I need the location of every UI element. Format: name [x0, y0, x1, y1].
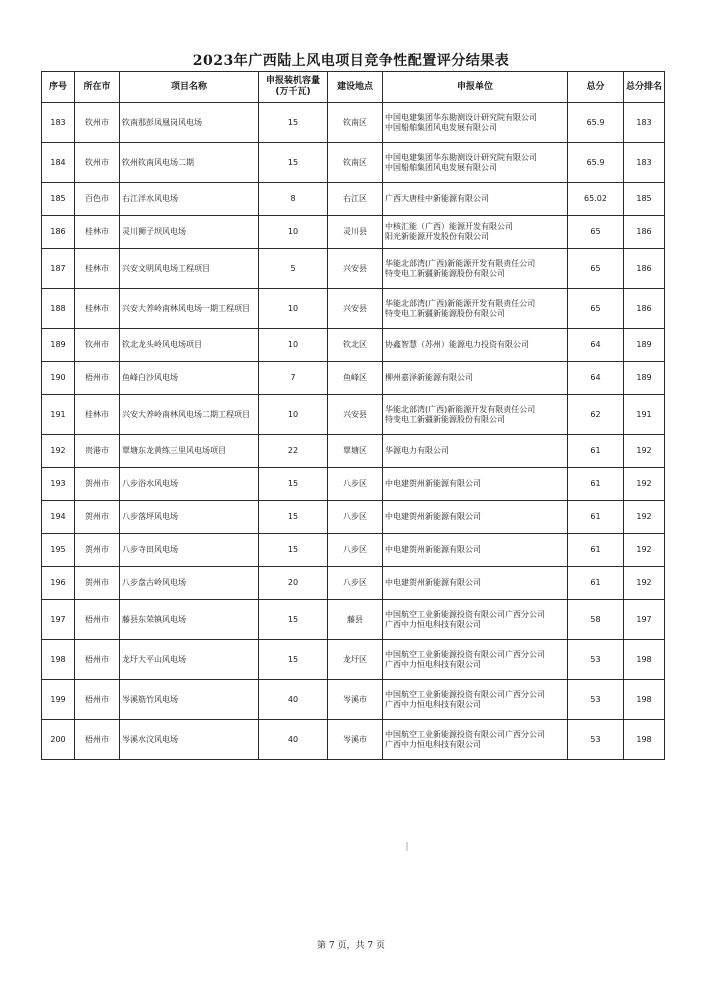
cell-location: 岑溪市 [328, 680, 383, 720]
unit-line: 中国航空工业新能源投资有限公司广西分公司 [385, 689, 545, 699]
header-score: 总分 [568, 72, 624, 103]
cell-location: 覃塘区 [328, 435, 383, 468]
cell-rank: 185 [624, 183, 665, 216]
cell-city: 梧州市 [75, 640, 120, 680]
cell-unit [383, 143, 568, 183]
cell-city: 贺州市 [75, 534, 120, 567]
cell-rank: 198 [624, 680, 665, 720]
cell-score: 61 [568, 501, 624, 534]
cell-project: 岑溪筋竹风电场 [120, 680, 259, 720]
unit-line: 中电建贺州新能源有限公司 [385, 512, 481, 521]
cell-capacity: 8 [259, 183, 328, 216]
cell-location: 钦南区 [328, 143, 383, 183]
unit-line: 中电建贺州新能源有限公司 [385, 545, 481, 554]
cell-unit [383, 183, 568, 216]
cell-unit [383, 362, 568, 395]
cell-project: 兴安文明风电场工程项目 [120, 249, 259, 289]
table-row [42, 362, 665, 395]
page-footer: 第 7 页，共 7 页 [317, 941, 385, 951]
cell-city: 桂林市 [75, 289, 120, 329]
cell-unit [383, 103, 568, 143]
unit-line: 中国电建集团华东勘测设计研究院有限公司 [385, 152, 537, 162]
cell-rank: 183 [624, 143, 665, 183]
header-location: 建设地点 [328, 72, 383, 103]
cell-capacity: 22 [259, 435, 328, 468]
unit-line: 中电建贺州新能源有限公司 [385, 479, 481, 488]
table-row [42, 720, 665, 760]
table-row [42, 600, 665, 640]
cell-rank: 192 [624, 435, 665, 468]
unit-line: 协鑫智慧（苏州）能源电力投资有限公司 [385, 340, 529, 349]
cell-location: 八步区 [328, 534, 383, 567]
cell-city: 钦州市 [75, 329, 120, 362]
unit-line: 华能北部湾(广西)新能源开发有限责任公司 [385, 404, 536, 414]
header-unit: 申报单位 [383, 72, 568, 103]
table-body [42, 103, 665, 760]
cell-score: 58 [568, 600, 624, 640]
table-row [42, 468, 665, 501]
unit-line: 中国航空工业新能源投资有限公司广西分公司 [385, 649, 545, 659]
unit-line: 中电建贺州新能源有限公司 [385, 578, 481, 587]
cell-score: 65 [568, 216, 624, 249]
cell-city: 钦州市 [75, 103, 120, 143]
cell-score: 61 [568, 567, 624, 600]
cell-city: 桂林市 [75, 395, 120, 435]
table-row [42, 435, 665, 468]
cell-project: 八步寺田风电场 [120, 534, 259, 567]
cell-location: 灵川县 [328, 216, 383, 249]
cell-location: 兴安县 [328, 249, 383, 289]
cell-seq: 187 [42, 249, 75, 289]
cell-seq: 192 [42, 435, 75, 468]
cell-score: 65 [568, 249, 624, 289]
cell-city: 梧州市 [75, 600, 120, 640]
cell-location: 八步区 [328, 567, 383, 600]
cell-rank: 186 [624, 216, 665, 249]
cell-location: 岑溪市 [328, 720, 383, 760]
unit-line: 中国船舶集团风电发展有限公司 [385, 162, 497, 172]
cell-score: 65.02 [568, 183, 624, 216]
cell-rank: 189 [624, 329, 665, 362]
cell-score: 53 [568, 680, 624, 720]
cell-rank: 192 [624, 501, 665, 534]
table-row [42, 143, 665, 183]
table-row [42, 680, 665, 720]
cell-score: 65 [568, 289, 624, 329]
cell-capacity: 20 [259, 567, 328, 600]
cell-city: 百色市 [75, 183, 120, 216]
table-row [42, 103, 665, 143]
cell-rank: 183 [624, 103, 665, 143]
cell-unit [383, 534, 568, 567]
header-project: 项目名称 [120, 72, 259, 103]
cell-project: 八步盘古岭风电场 [120, 567, 259, 600]
cell-seq: 186 [42, 216, 75, 249]
cell-seq: 184 [42, 143, 75, 183]
header-capacity: 申报装机容量(万千瓦) [259, 72, 328, 103]
cell-seq: 185 [42, 183, 75, 216]
cell-capacity: 40 [259, 720, 328, 760]
cell-score: 65.9 [568, 103, 624, 143]
page-title: 2023年广西陆上风电项目竞争性配置评分结果表 [192, 53, 510, 69]
cell-seq: 189 [42, 329, 75, 362]
cell-score: 65.9 [568, 143, 624, 183]
cell-unit [383, 249, 568, 289]
cell-seq: 191 [42, 395, 75, 435]
cell-rank: 191 [624, 395, 665, 435]
cell-city: 贺州市 [75, 468, 120, 501]
unit-line: 华源电力有限公司 [385, 446, 449, 455]
unit-line: 中国航空工业新能源投资有限公司广西分公司 [385, 609, 545, 619]
cell-rank: 197 [624, 600, 665, 640]
unit-line: 特变电工新疆新能源股份有限公司 [385, 414, 505, 424]
cell-city: 梧州市 [75, 680, 120, 720]
cell-capacity: 10 [259, 216, 328, 249]
table-row [42, 395, 665, 435]
cell-project: 龙圩大平山风电场 [120, 640, 259, 680]
unit-line: 中核汇能（广西）能源开发有限公司 [385, 222, 513, 231]
table-row [42, 289, 665, 329]
cell-project: 钦南那彭凤凰岗风电场 [120, 103, 259, 143]
cell-project: 右江洋水风电场 [120, 183, 259, 216]
cell-seq: 198 [42, 640, 75, 680]
cell-seq: 183 [42, 103, 75, 143]
cell-unit [383, 501, 568, 534]
scan-mark [406, 842, 408, 851]
table-row [42, 640, 665, 680]
cell-seq: 196 [42, 567, 75, 600]
header-rank: 总分排名 [624, 72, 665, 103]
cell-score: 61 [568, 534, 624, 567]
cell-project: 兴安大养岭南林风电场一期工程项目 [120, 289, 259, 329]
cell-unit [383, 720, 568, 760]
cell-unit [383, 600, 568, 640]
unit-line: 华能北部湾(广西)新能源开发有限责任公司 [385, 298, 536, 308]
cell-score: 64 [568, 362, 624, 395]
cell-rank: 192 [624, 534, 665, 567]
header-seq: 序号 [42, 72, 75, 103]
unit-line: 中国电建集团华东勘测设计研究院有限公司 [385, 112, 537, 122]
unit-line: 华能北部湾(广西)新能源开发有限责任公司 [385, 258, 536, 268]
cell-unit [383, 435, 568, 468]
cell-city: 贺州市 [75, 501, 120, 534]
cell-capacity: 15 [259, 143, 328, 183]
cell-score: 61 [568, 468, 624, 501]
cell-project: 覃塘东龙黄练三里风电场项目 [120, 435, 259, 468]
cell-unit [383, 329, 568, 362]
unit-line: 柳州嘉泽新能源有限公司 [385, 373, 473, 382]
cell-rank: 198 [624, 720, 665, 760]
cell-project: 灵川狮子坝风电场 [120, 216, 259, 249]
cell-score: 64 [568, 329, 624, 362]
cell-project: 鱼峰白沙风电场 [120, 362, 259, 395]
cell-city: 钦州市 [75, 143, 120, 183]
cell-rank: 186 [624, 289, 665, 329]
cell-location: 兴安县 [328, 289, 383, 329]
cell-seq: 190 [42, 362, 75, 395]
cell-seq: 199 [42, 680, 75, 720]
cell-city: 贵港市 [75, 435, 120, 468]
cell-location: 藤县 [328, 600, 383, 640]
cell-score: 53 [568, 640, 624, 680]
cell-capacity: 5 [259, 249, 328, 289]
cell-seq: 188 [42, 289, 75, 329]
cell-unit [383, 567, 568, 600]
table-row [42, 534, 665, 567]
cell-capacity: 15 [259, 640, 328, 680]
cell-location: 右江区 [328, 183, 383, 216]
cell-capacity: 15 [259, 501, 328, 534]
cell-location: 八步区 [328, 468, 383, 501]
cell-project: 藤县东荣镇风电场 [120, 600, 259, 640]
table-row [42, 567, 665, 600]
cell-project: 岑溪水汶风电场 [120, 720, 259, 760]
cell-capacity: 15 [259, 468, 328, 501]
cell-seq: 197 [42, 600, 75, 640]
cell-capacity: 40 [259, 680, 328, 720]
cell-rank: 198 [624, 640, 665, 680]
unit-line: 广西中力恒电科技有限公司 [385, 619, 481, 629]
unit-line: 特变电工新疆新能源股份有限公司 [385, 268, 505, 278]
unit-line: 阳光新能源开发股份有限公司 [385, 232, 489, 241]
cell-city: 贺州市 [75, 567, 120, 600]
cell-location: 兴安县 [328, 395, 383, 435]
unit-line: 广西大唐桂中新能源有限公司 [385, 194, 489, 203]
cell-location: 钦北区 [328, 329, 383, 362]
table-row [42, 216, 665, 249]
cell-capacity: 10 [259, 329, 328, 362]
cell-rank: 186 [624, 249, 665, 289]
cell-capacity: 10 [259, 289, 328, 329]
cell-unit [383, 289, 568, 329]
cell-city: 梧州市 [75, 720, 120, 760]
cell-score: 61 [568, 435, 624, 468]
cell-location: 龙圩区 [328, 640, 383, 680]
unit-line: 中国船舶集团风电发展有限公司 [385, 122, 497, 132]
cell-unit [383, 680, 568, 720]
cell-rank: 192 [624, 567, 665, 600]
cell-rank: 192 [624, 468, 665, 501]
cell-capacity: 15 [259, 103, 328, 143]
table-row [42, 249, 665, 289]
cell-capacity: 7 [259, 362, 328, 395]
score-results-table [41, 71, 665, 760]
table-row [42, 501, 665, 534]
cell-city: 桂林市 [75, 216, 120, 249]
cell-seq: 194 [42, 501, 75, 534]
unit-line: 广西中力恒电科技有限公司 [385, 699, 481, 709]
table-row [42, 183, 665, 216]
cell-city: 桂林市 [75, 249, 120, 289]
unit-line: 中国航空工业新能源投资有限公司广西分公司 [385, 729, 545, 739]
cell-unit [383, 640, 568, 680]
cell-project: 钦州钦南风电场二期 [120, 143, 259, 183]
cell-rank: 189 [624, 362, 665, 395]
cell-unit [383, 395, 568, 435]
cell-location: 八步区 [328, 501, 383, 534]
cell-seq: 193 [42, 468, 75, 501]
cell-location: 钦南区 [328, 103, 383, 143]
cell-unit [383, 216, 568, 249]
cell-unit [383, 468, 568, 501]
unit-line: 广西中力恒电科技有限公司 [385, 739, 481, 749]
cell-capacity: 15 [259, 600, 328, 640]
table-row [42, 329, 665, 362]
cell-project: 钦北龙头岭风电场项目 [120, 329, 259, 362]
table-header-row [42, 72, 665, 103]
cell-seq: 195 [42, 534, 75, 567]
cell-location: 鱼峰区 [328, 362, 383, 395]
cell-score: 53 [568, 720, 624, 760]
cell-capacity: 15 [259, 534, 328, 567]
cell-seq: 200 [42, 720, 75, 760]
unit-line: 广西中力恒电科技有限公司 [385, 659, 481, 669]
cell-project: 八步浴水风电场 [120, 468, 259, 501]
cell-city: 梧州市 [75, 362, 120, 395]
cell-score: 62 [568, 395, 624, 435]
cell-capacity: 10 [259, 395, 328, 435]
header-city: 所在市 [75, 72, 120, 103]
unit-line: 特变电工新疆新能源股份有限公司 [385, 308, 505, 318]
cell-project: 八步落坪风电场 [120, 501, 259, 534]
cell-project: 兴安大养岭南林风电场二期工程项目 [120, 395, 259, 435]
